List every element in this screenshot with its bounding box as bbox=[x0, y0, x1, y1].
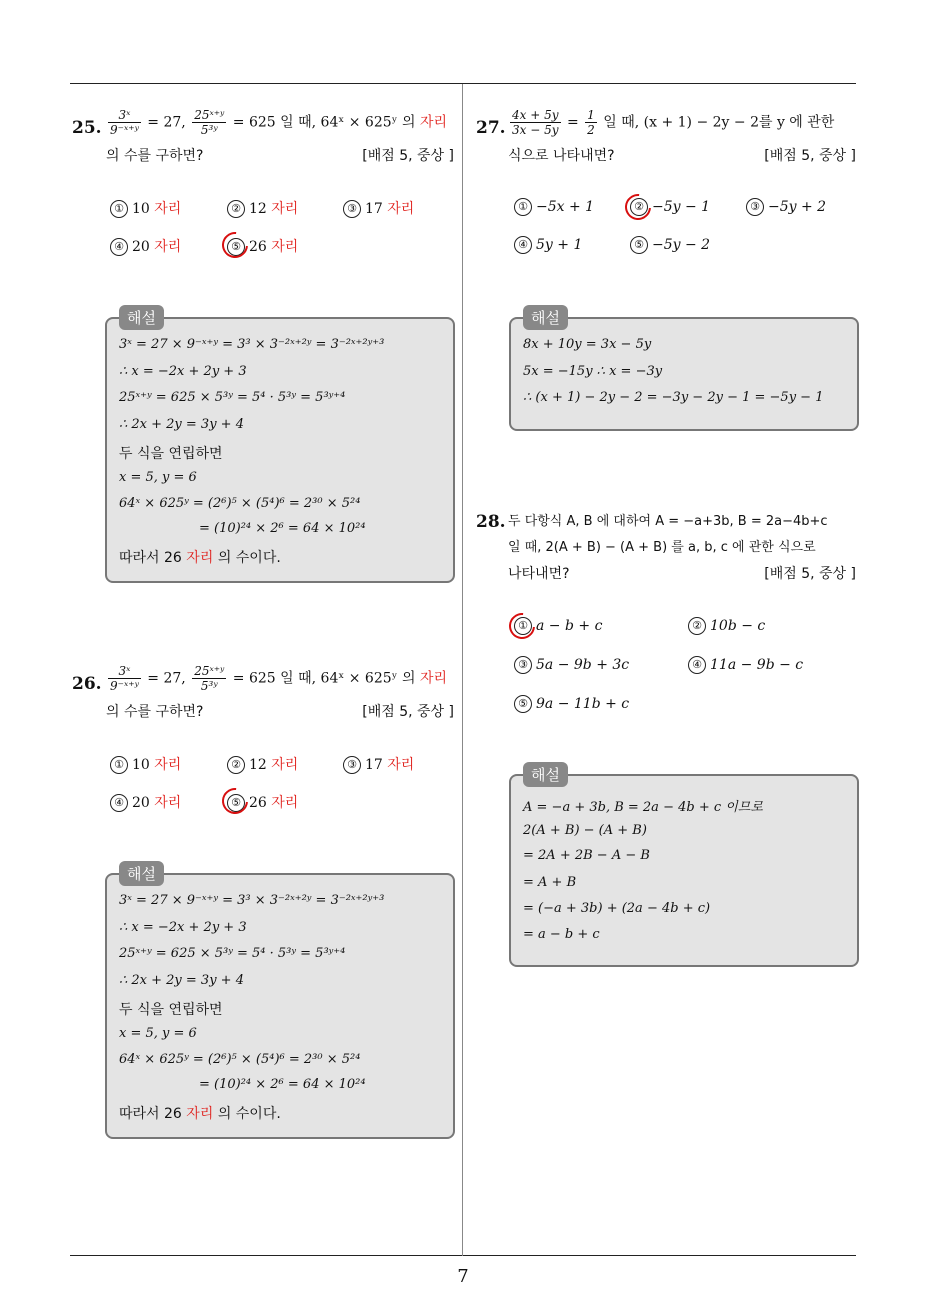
choice-4[interactable]: ④ 5y + 1 bbox=[514, 236, 582, 254]
answer-mark-icon bbox=[504, 608, 541, 645]
question-number: 25. bbox=[72, 118, 102, 138]
question-text: 일 때, 2(A + B) − (A + B) 를 a, b, c 에 관한 식으로 bbox=[508, 540, 816, 555]
question-text: 식으로 나타내면? bbox=[508, 148, 615, 164]
solution-box-26: 해설 3ˣ = 27 × 9⁻ˣ⁺ʸ = 3³ × 3⁻²ˣ⁺²ʸ = 3⁻²ˣ⁺²ʸ⁺³ ∴ x = −2x + 2y + 3 25ˣ⁺ʸ = 625 × 5³ʸ = 5⁴ · 5³ʸ = 5³ʸ⁺⁴ ∴ 2x + 2y = 3y + 4 두 식을 연립하면 x = 5, y = 6 64ˣ × 625ʸ = (2⁶)⁵ × (5⁴)⁶ = 2³⁰ × 5²⁴ = (10)²⁴ × 2⁶ = 64 × 10²⁴ 따라서 26 자리 의 수이다. bbox=[105, 873, 455, 1139]
choice-3[interactable]: ③ 17 자리 bbox=[343, 198, 414, 218]
fraction: $\frac{\text{3ˣ}}{\text{9⁻ˣ⁺ʸ}}$ bbox=[110, 108, 139, 137]
fraction: $\frac{1}{2}$ bbox=[587, 108, 595, 137]
solution-tag: 해설 bbox=[119, 861, 164, 886]
solution-tag: 해설 bbox=[523, 762, 568, 787]
question-text: 나타내면? bbox=[508, 566, 570, 582]
fraction: $\frac{\text{3ˣ}}{\text{9⁻ˣ⁺ʸ}}$ bbox=[110, 664, 139, 693]
choice-1[interactable]: ① 10 자리 bbox=[110, 754, 181, 774]
solution-box-28: 해설 A = −a + 3b, B = 2a − 4b + c 이므로 2(A + B) − (A + B) = 2A + 2B − A − B = A + B = (−a + 3b) + (2a − 4b + c) = a − b + c bbox=[509, 774, 859, 967]
choice-4[interactable]: ④ 20 자리 bbox=[110, 792, 181, 812]
score-label: [배점 5, 중상 ] bbox=[362, 148, 454, 164]
choice-4[interactable]: ④ 11a − 9b − c bbox=[688, 656, 803, 674]
choice-1[interactable]: ① −5x + 1 bbox=[514, 198, 594, 216]
choice-2[interactable]: ② 12 자리 bbox=[227, 198, 298, 218]
solution-tag: 해설 bbox=[523, 305, 568, 330]
question-text: 의 수를 구하면? bbox=[106, 704, 204, 720]
choice-2[interactable]: ② −5y − 1 bbox=[630, 198, 710, 216]
choice-5[interactable]: ⑤ 26 자리 bbox=[227, 792, 298, 812]
fraction: $\frac{4x + 5y}{3x - 5y}$ bbox=[512, 108, 559, 137]
top-rule bbox=[70, 83, 856, 84]
bottom-rule bbox=[70, 1255, 856, 1256]
question-26: 26. $\frac{\text{3ˣ}}{\text{9⁻ˣ⁺ʸ}}$ = 27, $\frac{\text{25ˣ⁺ʸ}}{\text{5³ʸ}}$ = 625 일 때, 64ˣ × 625ʸ 의 자리 의 수를 구하면? [배점 5, 중상 ] bbox=[72, 664, 454, 724]
choice-3[interactable]: ③ 17 자리 bbox=[343, 754, 414, 774]
fraction: $\frac{\text{25ˣ⁺ʸ}}{\text{5³ʸ}}$ bbox=[194, 108, 225, 137]
question-25: 25. $\frac{\text{3ˣ}}{\text{9⁻ˣ⁺ʸ}}$ = 27, $\frac{\text{25ˣ⁺ʸ}}{\text{5³ʸ}}$ = 625 일 때, 64ˣ × 625ʸ 의 자리 의 수를 구하면? [배점 5, 중상 ] bbox=[72, 108, 454, 168]
fraction: $\frac{\text{25ˣ⁺ʸ}}{\text{5³ʸ}}$ bbox=[194, 664, 225, 693]
page-number: 7 bbox=[457, 1266, 469, 1287]
choice-5[interactable]: ⑤ 26 자리 bbox=[227, 236, 298, 256]
question-number: 28. bbox=[476, 512, 506, 532]
choice-2[interactable]: ② 10b − c bbox=[688, 617, 765, 635]
question-text: 의 수를 구하면? bbox=[106, 148, 204, 164]
choice-1[interactable]: ① a − b + c bbox=[514, 617, 602, 635]
choice-4[interactable]: ④ 20 자리 bbox=[110, 236, 181, 256]
solution-box-25: 해설 3ˣ = 27 × 9⁻ˣ⁺ʸ = 3³ × 3⁻²ˣ⁺²ʸ = 3⁻²ˣ⁺²ʸ⁺³ ∴ x = −2x + 2y + 3 25ˣ⁺ʸ = 625 × 5³ʸ = 5⁴ · 5³ʸ = 5³ʸ⁺⁴ ∴ 2x + 2y = 3y + 4 두 식을 연립하면 x = 5, y = 6 64ˣ × 625ʸ = (2⁶)⁵ × (5⁴)⁶ = 2³⁰ × 5²⁴ = (10)²⁴ × 2⁶ = 64 × 10²⁴ 따라서 26 자리 의 수이다. bbox=[105, 317, 455, 583]
score-label: [배점 5, 중상 ] bbox=[362, 704, 454, 720]
solution-box-27: 해설 8x + 10y = 3x − 5y 5x = −15y ∴ x = −3y ∴ (x + 1) − 2y − 2 = −3y − 2y − 1 = −5y − 1 bbox=[509, 317, 859, 431]
solution-tag: 해설 bbox=[119, 305, 164, 330]
choice-3[interactable]: ③ −5y + 2 bbox=[746, 198, 826, 216]
question-28 bbox=[476, 510, 856, 590]
question-27: 27. $\frac{4x + 5y}{3x - 5y}$ = $\frac{1}{2}$ 일 때, (x + 1) − 2y − 2를 y 에 관한 식으로 나타내면? [배점 5, 중상 ] bbox=[476, 108, 856, 168]
choice-2[interactable]: ② 12 자리 bbox=[227, 754, 298, 774]
choice-5[interactable]: ⑤ 9a − 11b + c bbox=[514, 695, 629, 713]
question-number: 26. bbox=[72, 674, 102, 694]
answer-mark-icon bbox=[217, 227, 254, 264]
choice-5[interactable]: ⑤ −5y − 2 bbox=[630, 236, 710, 254]
choice-3[interactable]: ③ 5a − 9b + 3c bbox=[514, 656, 629, 674]
question-number: 27. bbox=[476, 118, 506, 138]
question-text: 두 다항식 A, B 에 대하여 A = −a+3b, B = 2a−4b+c bbox=[508, 514, 828, 529]
column-divider bbox=[462, 84, 463, 1256]
answer-mark-icon bbox=[217, 783, 254, 820]
choice-1[interactable]: ① 10 자리 bbox=[110, 198, 181, 218]
score-label: [배점 5, 중상 ] bbox=[764, 148, 856, 164]
score-label: [배점 5, 중상 ] bbox=[764, 566, 856, 582]
answer-mark-icon bbox=[620, 189, 657, 226]
